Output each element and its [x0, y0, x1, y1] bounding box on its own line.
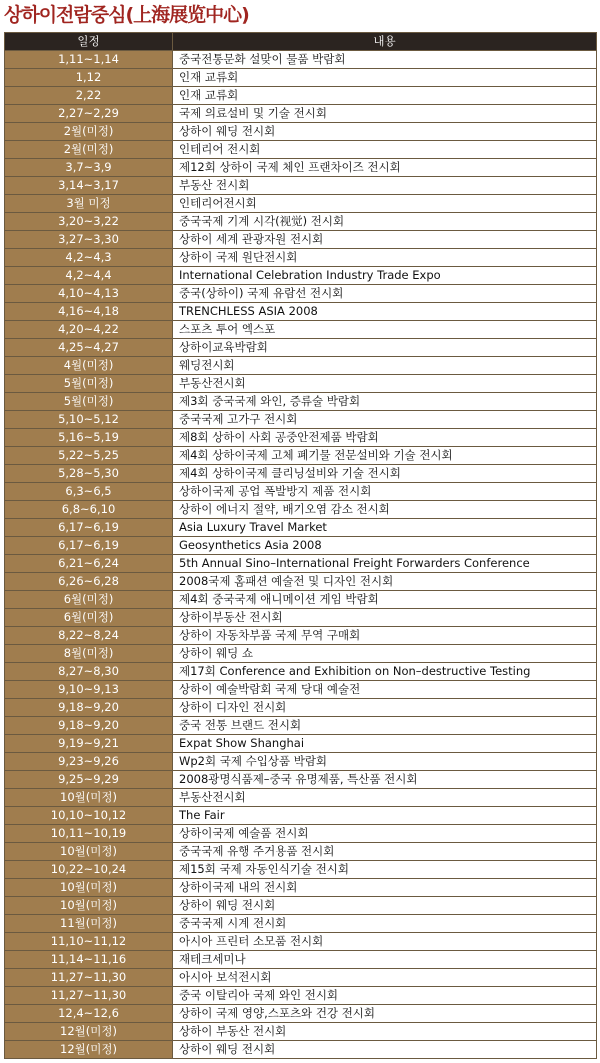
table-row	[5, 339, 597, 357]
row-content: 부동산전시회	[173, 789, 597, 807]
row-date: 6,17~6,19	[5, 537, 173, 555]
table-row	[5, 609, 597, 627]
table-row	[5, 483, 597, 501]
schedule-table	[4, 32, 597, 1059]
row-date: 5,10~5,12	[5, 411, 173, 429]
row-date: 10월(미정)	[5, 879, 173, 897]
row-date: 4,16~4,18	[5, 303, 173, 321]
row-content: 스포츠 투어 엑스포	[173, 321, 597, 339]
row-date: 10,22~10,24	[5, 861, 173, 879]
table-row	[5, 843, 597, 861]
row-date: 3,7~3,9	[5, 159, 173, 177]
table-row	[5, 465, 597, 483]
row-content: 중국 전통 브랜드 전시회	[173, 717, 597, 735]
table-row	[5, 285, 597, 303]
row-date: 4,2~4,3	[5, 249, 173, 267]
row-date: 3,20~3,22	[5, 213, 173, 231]
row-date: 10,10~10,12	[5, 807, 173, 825]
row-date: 2월(미정)	[5, 123, 173, 141]
row-content: 인재 교류회	[173, 69, 597, 87]
table-row	[5, 681, 597, 699]
row-date: 2월(미정)	[5, 141, 173, 159]
row-content: 상하이 에너지 절약, 배기오염 감소 전시회	[173, 501, 597, 519]
row-content: 상하이국제 예술품 전시회	[173, 825, 597, 843]
row-content: 제4회 중국국제 애니메이션 게임 박람회	[173, 591, 597, 609]
table-row	[5, 663, 597, 681]
row-content: 2008국제 홈패션 예술전 및 디자인 전시회	[173, 573, 597, 591]
table-row	[5, 519, 597, 537]
row-date: 5,16~5,19	[5, 429, 173, 447]
row-date: 9,23~9,26	[5, 753, 173, 771]
row-date: 3월 미정	[5, 195, 173, 213]
table-row	[5, 1041, 597, 1059]
table-row	[5, 213, 597, 231]
table-row	[5, 699, 597, 717]
row-content: 인테리어전시회	[173, 195, 597, 213]
row-content: 2008광명식품제–중국 유명제품, 특산품 전시회	[173, 771, 597, 789]
row-content: 인테리어 전시회	[173, 141, 597, 159]
row-content: 상하이교육박람회	[173, 339, 597, 357]
table-row	[5, 393, 597, 411]
row-content: 상하이 부동산 전시회	[173, 1023, 597, 1041]
table-row	[5, 123, 597, 141]
row-content: 부동산전시회	[173, 375, 597, 393]
table-row	[5, 195, 597, 213]
table-row	[5, 429, 597, 447]
row-date: 8,22~8,24	[5, 627, 173, 645]
row-content: 제15회 국제 자동인식기술 전시회	[173, 861, 597, 879]
row-content: 중국국제 유행 주거용품 전시회	[173, 843, 597, 861]
row-date: 3,27~3,30	[5, 231, 173, 249]
row-date: 9,25~9,29	[5, 771, 173, 789]
row-content: Asia Luxury Travel Market	[173, 519, 597, 537]
row-date: 2,27~2,29	[5, 105, 173, 123]
row-content: 웨딩전시회	[173, 357, 597, 375]
header-content: 내용	[173, 33, 597, 51]
row-date: 12,4~12,6	[5, 1005, 173, 1023]
table-row	[5, 357, 597, 375]
row-content: 상하이 국제 영양,스포츠와 건강 전시회	[173, 1005, 597, 1023]
row-content: Geosynthetics Asia 2008	[173, 537, 597, 555]
table-row	[5, 69, 597, 87]
row-date: 4,10~4,13	[5, 285, 173, 303]
row-content: 중국 이탈리아 국제 와인 전시회	[173, 987, 597, 1005]
table-row	[5, 267, 597, 285]
row-date: 9,10~9,13	[5, 681, 173, 699]
row-content: 상하이 국제 원단전시회	[173, 249, 597, 267]
table-row	[5, 753, 597, 771]
row-date: 2,22	[5, 87, 173, 105]
table-row	[5, 969, 597, 987]
table-row	[5, 303, 597, 321]
row-date: 1,12	[5, 69, 173, 87]
row-content: 제4회 상하이국제 클리닝설비와 기술 전시회	[173, 465, 597, 483]
row-content: 상하이국제 공업 폭발방지 제품 전시회	[173, 483, 597, 501]
row-content: 상하이 웨딩 쇼	[173, 645, 597, 663]
table-row	[5, 177, 597, 195]
row-content: Wp2회 국제 수입상품 박람회	[173, 753, 597, 771]
row-content: 상하이 세계 관광자원 전시회	[173, 231, 597, 249]
table-row	[5, 501, 597, 519]
row-content: 아시아 프린터 소모품 전시회	[173, 933, 597, 951]
table-row	[5, 717, 597, 735]
table-row	[5, 861, 597, 879]
row-date: 9,18~9,20	[5, 699, 173, 717]
row-date: 6,3~6,5	[5, 483, 173, 501]
row-content: 상하이 웨딩 전시회	[173, 1041, 597, 1059]
row-content: 중국(상하이) 국제 유람선 전시회	[173, 285, 597, 303]
table-row	[5, 249, 597, 267]
row-content: 재테크세미나	[173, 951, 597, 969]
row-content: Expat Show Shanghai	[173, 735, 597, 753]
row-date: 6월(미정)	[5, 591, 173, 609]
row-date: 11월(미정)	[5, 915, 173, 933]
row-date: 6월(미정)	[5, 609, 173, 627]
header-date: 일정	[5, 33, 173, 51]
page-title: 상하이전람중심(上海展览中心)	[4, 4, 249, 26]
row-date: 5,22~5,25	[5, 447, 173, 465]
row-date: 11,14~11,16	[5, 951, 173, 969]
table-row	[5, 645, 597, 663]
table-row	[5, 573, 597, 591]
row-content: International Celebration Industry Trade Expo	[173, 267, 597, 285]
row-date: 10월(미정)	[5, 789, 173, 807]
row-content: 국제 의료설비 및 기술 전시회	[173, 105, 597, 123]
row-content: 상하이 웨딩 전시회	[173, 123, 597, 141]
table-row	[5, 897, 597, 915]
row-date: 10,11~10,19	[5, 825, 173, 843]
table-row	[5, 141, 597, 159]
table-row	[5, 825, 597, 843]
row-date: 4,2~4,4	[5, 267, 173, 285]
row-date: 10월(미정)	[5, 843, 173, 861]
row-date: 3,14~3,17	[5, 177, 173, 195]
row-date: 9,19~9,21	[5, 735, 173, 753]
table-row	[5, 321, 597, 339]
table-row	[5, 987, 597, 1005]
row-date: 6,17~6,19	[5, 519, 173, 537]
row-date: 10월(미정)	[5, 897, 173, 915]
row-content: 제3회 중국국제 와인, 증류술 박람회	[173, 393, 597, 411]
table-row	[5, 915, 597, 933]
row-date: 8월(미정)	[5, 645, 173, 663]
row-content: 중국전통문화 설맞이 물품 박람회	[173, 51, 597, 69]
table-row	[5, 231, 597, 249]
table-row	[5, 87, 597, 105]
row-content: TRENCHLESS ASIA 2008	[173, 303, 597, 321]
row-date: 6,21~6,24	[5, 555, 173, 573]
table-row	[5, 735, 597, 753]
row-date: 12월(미정)	[5, 1023, 173, 1041]
row-date: 11,27~11,30	[5, 987, 173, 1005]
table-row	[5, 933, 597, 951]
row-content: 부동산 전시회	[173, 177, 597, 195]
row-content: 5th Annual Sino–International Freight Forwarders Conference	[173, 555, 597, 573]
table-row	[5, 411, 597, 429]
table-row	[5, 375, 597, 393]
row-date: 6,26~6,28	[5, 573, 173, 591]
row-content: 상하이부동산 전시회	[173, 609, 597, 627]
row-content: 상하이 자동차부품 국제 무역 구매회	[173, 627, 597, 645]
table-row	[5, 591, 597, 609]
row-date: 4,20~4,22	[5, 321, 173, 339]
row-content: The Fair	[173, 807, 597, 825]
row-date: 4,25~4,27	[5, 339, 173, 357]
row-content: 제12회 상하이 국제 체인 프랜차이즈 전시회	[173, 159, 597, 177]
row-content: 아시아 보석전시회	[173, 969, 597, 987]
row-date: 8,27~8,30	[5, 663, 173, 681]
table-row	[5, 105, 597, 123]
row-date: 5,28~5,30	[5, 465, 173, 483]
table-row	[5, 447, 597, 465]
table-row	[5, 627, 597, 645]
table-row	[5, 789, 597, 807]
row-content: 상하이국제 내의 전시회	[173, 879, 597, 897]
row-content: 제4회 상하이국제 고체 폐기물 전문설비와 기술 전시회	[173, 447, 597, 465]
table-header-row	[5, 33, 597, 51]
row-content: 제17회 Conference and Exhibition on Non–destructive Testing	[173, 663, 597, 681]
table-body	[5, 51, 597, 1059]
row-content: 인재 교류회	[173, 87, 597, 105]
row-date: 11,10~11,12	[5, 933, 173, 951]
row-content: 중국국제 기계 시각(视觉) 전시회	[173, 213, 597, 231]
table-row	[5, 879, 597, 897]
row-date: 9,18~9,20	[5, 717, 173, 735]
row-content: 중국국제 고가구 전시회	[173, 411, 597, 429]
row-date: 12월(미정)	[5, 1041, 173, 1059]
table-row	[5, 951, 597, 969]
table-row	[5, 555, 597, 573]
row-date: 5월(미정)	[5, 375, 173, 393]
row-content: 상하이 예술박람회 국제 당대 예술전	[173, 681, 597, 699]
row-content: 상하이 디자인 전시회	[173, 699, 597, 717]
row-date: 6,8~6,10	[5, 501, 173, 519]
table-row	[5, 537, 597, 555]
table-row	[5, 1005, 597, 1023]
row-content: 중국국제 시계 전시회	[173, 915, 597, 933]
row-date: 4월(미정)	[5, 357, 173, 375]
row-date: 11,27~11,30	[5, 969, 173, 987]
table-row	[5, 1023, 597, 1041]
row-content: 상하이 웨딩 전시회	[173, 897, 597, 915]
table-row	[5, 51, 597, 69]
row-date: 1,11~1,14	[5, 51, 173, 69]
row-content: 제8회 상하이 사회 공중안전제품 박람회	[173, 429, 597, 447]
table-row	[5, 771, 597, 789]
table-row	[5, 159, 597, 177]
table-row	[5, 807, 597, 825]
row-date: 5월(미정)	[5, 393, 173, 411]
